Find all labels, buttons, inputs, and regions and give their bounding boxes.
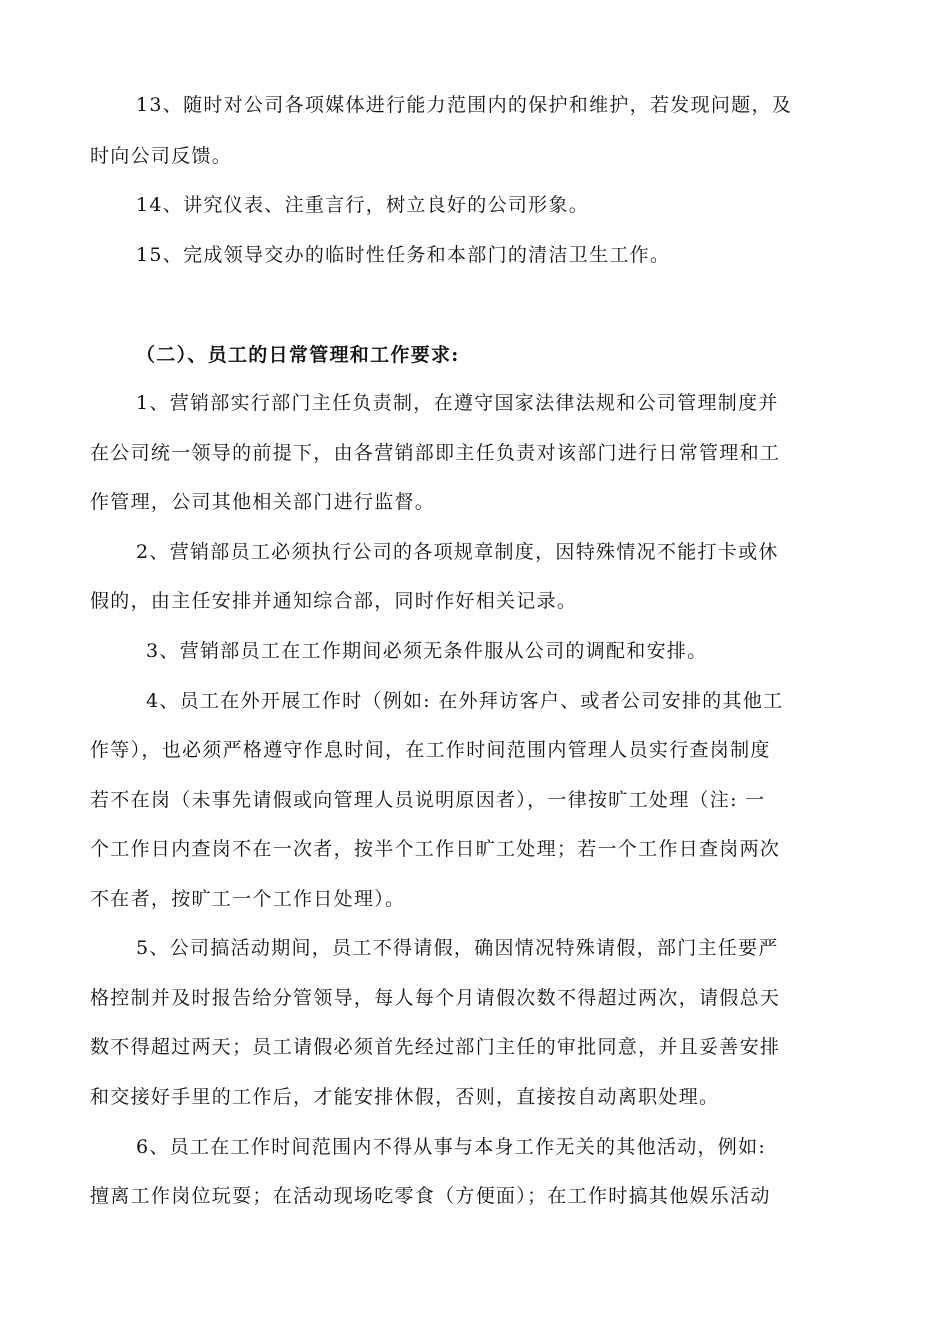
section-heading: （二）、员工的日常管理和工作要求:	[136, 344, 460, 366]
item-1-line-3: 作管理，公司其他相关部门进行监督。	[90, 491, 436, 513]
item-2-line-2: 假的，由主任安排并通知综合部，同时作好相关记录。	[90, 590, 578, 612]
item-4-line-5: 不在者，按旷工一个工作日处理）。	[90, 888, 406, 910]
item-6-line-2: 擅离工作岗位玩耍；在活动现场吃零食（方便面）；在工作时搞其他娱乐活动	[90, 1185, 771, 1207]
paragraph-13-line-1: 13、随时对公司各项媒体进行能力范围内的保护和维护，若发现问题，及	[136, 94, 793, 116]
item-3: 3、营销部员工在工作期间必须无条件服从公司的调配和安排。	[146, 640, 708, 662]
item-2-line-1: 2、营销部员工必须执行公司的各项规章制度，因特殊情况不能打卡或休	[136, 541, 779, 563]
item-6-line-1: 6、员工在工作时间范围内不得从事与本身工作无关的其他活动，例如:	[136, 1136, 767, 1158]
item-1-line-1: 1、营销部实行部门主任负责制，在遵守国家法律法规和公司管理制度并	[136, 392, 779, 414]
item-1-line-2: 在公司统一领导的前提下，由各营销部即主任负责对该部门进行日常管理和工	[90, 442, 781, 464]
paragraph-15: 15、完成领导交办的临时性任务和本部门的清洁卫生工作。	[136, 244, 671, 266]
item-5-line-3: 数不得超过两天；员工请假必须首先经过部门主任的审批同意，并且妥善安排	[90, 1036, 781, 1058]
paragraph-13-line-2: 时向公司反馈。	[90, 145, 233, 167]
item-4-line-4: 个工作日内查岗不在一次者，按半个工作日旷工处理；若一个工作日查岗两次	[90, 838, 781, 860]
item-5-line-2: 格控制并及时报告给分管领导，每人每个月请假次数不得超过两次，请假总天	[90, 987, 781, 1009]
item-4-line-3: 若不在岗（未事先请假或向管理人员说明原因者），一律按旷工处理（注: 一	[90, 789, 766, 811]
item-4-line-1: 4、员工在外开展工作时（例如: 在外拜访客户、或者公司安排的其他工	[146, 690, 784, 712]
paragraph-14: 14、讲究仪表、注重言行，树立良好的公司形象。	[136, 194, 590, 216]
item-5-line-1: 5、公司搞活动期间，员工不得请假，确因情况特殊请假，部门主任要严	[136, 937, 779, 959]
item-5-line-4: 和交接好手里的工作后，才能安排休假，否则，直接按自动离职处理。	[90, 1086, 720, 1108]
item-4-line-2: 作等），也必须严格遵守作息时间，在工作时间范围内管理人员实行查岗制度	[90, 739, 771, 761]
